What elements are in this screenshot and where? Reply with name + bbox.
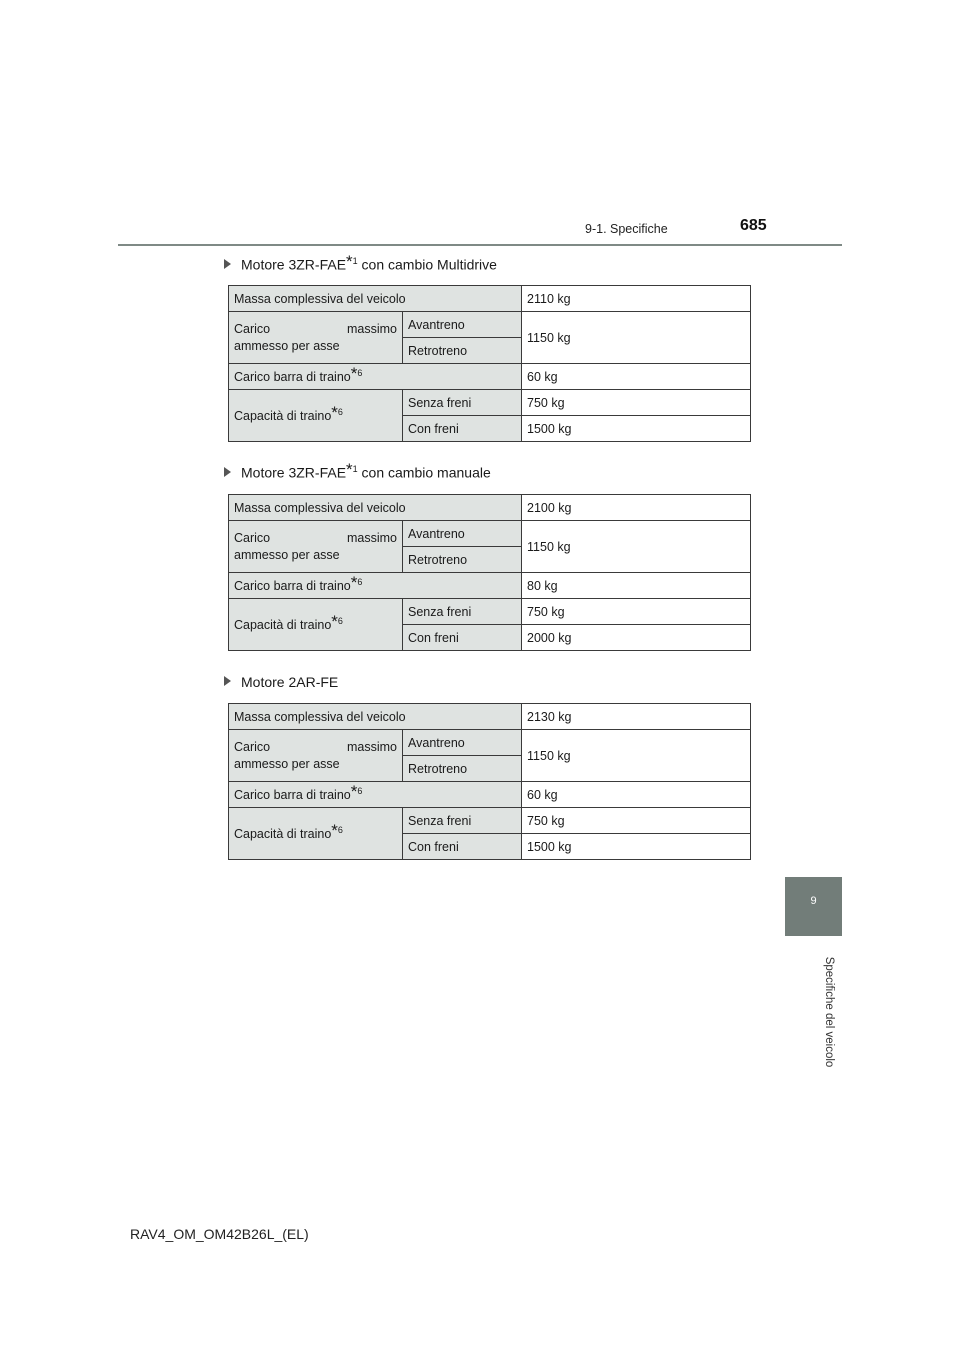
avantreno-label: Avantreno: [403, 730, 522, 756]
traino-label: Capacità di traino$^{*6}$: [229, 808, 403, 860]
senza-freni-label: Senza freni: [403, 599, 522, 625]
massa-label: Massa complessiva del veicolo: [229, 704, 522, 730]
table-row: [229, 286, 751, 312]
spec-table: [228, 703, 751, 860]
header-divider: [118, 244, 842, 246]
massa-value: 2110 kg: [522, 286, 751, 312]
spec-table: [228, 494, 751, 651]
table-row: [229, 364, 751, 390]
table-row: [229, 573, 751, 599]
senza-freni-value: 750 kg: [522, 390, 751, 416]
senza-freni-label: Senza freni: [403, 390, 522, 416]
table-row: [229, 521, 751, 547]
section-heading: Motore 3ZR-FAE$^{*1}$ con cambio manuale: [224, 464, 491, 481]
asse-value: 1150 kg: [522, 312, 751, 364]
massa-label: Massa complessiva del veicolo: [229, 286, 522, 312]
asse-value: 1150 kg: [522, 521, 751, 573]
barra-value: 60 kg: [522, 364, 751, 390]
senza-freni-label: Senza freni: [403, 808, 522, 834]
table-row: [229, 312, 751, 338]
retrotreno-label: Retrotreno: [403, 756, 522, 782]
retrotreno-label: Retrotreno: [403, 338, 522, 364]
massa-value: 2130 kg: [522, 704, 751, 730]
barra-value: 80 kg: [522, 573, 751, 599]
avantreno-label: Avantreno: [403, 521, 522, 547]
avantreno-label: Avantreno: [403, 312, 522, 338]
senza-freni-value: 750 kg: [522, 599, 751, 625]
triangle-bullet-icon: [224, 676, 231, 686]
triangle-bullet-icon: [224, 259, 231, 269]
barra-value: 60 kg: [522, 782, 751, 808]
con-freni-value: 1500 kg: [522, 416, 751, 442]
triangle-bullet-icon: [224, 467, 231, 477]
chapter-number: 9: [810, 895, 817, 907]
section-heading: Motore 3ZR-FAE$^{*1}$ con cambio Multidrive: [224, 256, 497, 273]
retrotreno-label: Retrotreno: [403, 547, 522, 573]
doc-code: RAV4_OM_OM42B26L_(EL): [130, 1226, 309, 1242]
senza-freni-value: 750 kg: [522, 808, 751, 834]
con-freni-label: Con freni: [403, 834, 522, 860]
spec-table: [228, 285, 751, 442]
massa-label: Massa complessiva del veicolo: [229, 495, 522, 521]
table-row: [229, 730, 751, 756]
table-row: [229, 808, 751, 834]
page-number: 685: [740, 217, 767, 234]
con-freni-value: 2000 kg: [522, 625, 751, 651]
barra-label: Carico barra di traino$^{*6}$: [229, 573, 522, 599]
table-row: [229, 495, 751, 521]
carico-label: Carico massimo ammesso per asse: [229, 730, 403, 782]
con-freni-value: 1500 kg: [522, 834, 751, 860]
con-freni-label: Con freni: [403, 416, 522, 442]
traino-label: Capacità di traino$^{*6}$: [229, 599, 403, 651]
carico-label: Carico massimo ammesso per asse: [229, 312, 403, 364]
traino-label: Capacità di traino$^{*6}$: [229, 390, 403, 442]
chapter-title: Specifiche del veicolo: [823, 956, 835, 1068]
table-row: [229, 782, 751, 808]
table-row: [229, 599, 751, 625]
con-freni-label: Con freni: [403, 625, 522, 651]
asse-value: 1150 kg: [522, 730, 751, 782]
barra-label: Carico barra di traino$^{*6}$: [229, 364, 522, 390]
table-row: [229, 704, 751, 730]
table-row: [229, 390, 751, 416]
carico-label: Carico massimo ammesso per asse: [229, 521, 403, 573]
section-heading: Motore 2AR-FE: [224, 674, 338, 690]
section-title: 9-1. Specifiche: [585, 222, 668, 236]
massa-value: 2100 kg: [522, 495, 751, 521]
barra-label: Carico barra di traino$^{*6}$: [229, 782, 522, 808]
